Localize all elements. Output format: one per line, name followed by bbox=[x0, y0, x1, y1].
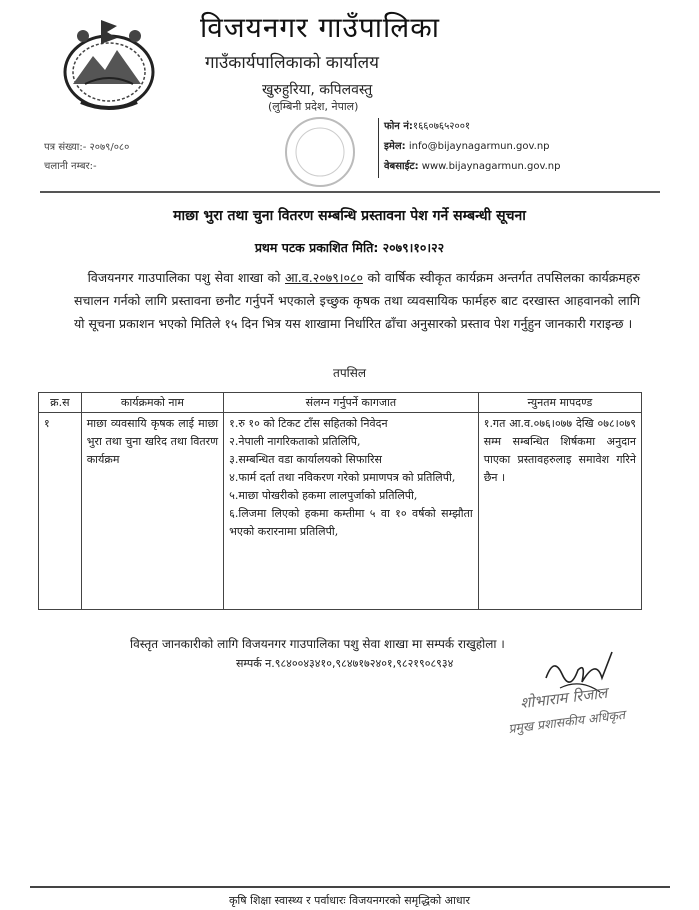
document-item: ३.सम्बन्धित वडा कार्यालयको सिफारिस bbox=[229, 453, 382, 466]
document-item: १.रु १० को टिकट टाँस सहितको निवेदन bbox=[229, 417, 388, 430]
office-stamp-icon bbox=[262, 112, 380, 192]
contact-email bbox=[384, 138, 550, 152]
cell-documents bbox=[224, 413, 479, 610]
contact-phone bbox=[384, 118, 470, 132]
office-place: खुरुहुरिया, कपिलवस्तु bbox=[262, 82, 373, 98]
cell-criteria: १.गत आ.व.०७६।०७७ देखि ०७८।०७९ सम्म सम्बन्धित शिर्षकमा अनुदान पाएका प्रस्तावहरुलाइ समावेश गरिने छैन । bbox=[478, 413, 641, 610]
signer-title: प्रमुख प्रशासकीय अधिकृत bbox=[507, 706, 626, 737]
reference-number bbox=[44, 139, 129, 153]
header-program: कार्यक्रमको नाम bbox=[81, 393, 223, 413]
office-name: विजयनगर गाउँपालिका bbox=[200, 11, 441, 44]
schedule-heading: तपसिल bbox=[332, 366, 366, 380]
header-divider bbox=[40, 191, 660, 193]
footer-slogan: कृषि शिक्षा स्वास्थ्य र पर्वाधारः विजयनगरको समृद्धिको आधार bbox=[228, 894, 471, 907]
document-item: ५.माछा पोखरीको हकमा लालपुर्जाको प्रतिलिपी, bbox=[229, 489, 418, 502]
office-subtitle: गाउँकार्यपालिकाको कार्यालय bbox=[205, 53, 380, 73]
ref-label: पत्र संख्या:- bbox=[44, 142, 87, 153]
contact-info-text: विस्तृत जानकारीको लागि विजयनगर गाउपालिका पशु सेवा शाखा मा सम्पर्क राखुहोला । bbox=[130, 637, 505, 651]
web-label: वेबसाईट: bbox=[384, 161, 419, 172]
dispatch-number: चलानी नम्बर:- bbox=[44, 161, 97, 172]
header-sn: क्र.स bbox=[39, 393, 82, 413]
signer-name: शोभाराम रिजाल bbox=[519, 683, 609, 713]
fiscal-year: आ.व.२०७९।०८० bbox=[285, 270, 363, 285]
notice-body bbox=[74, 266, 640, 335]
contact-phone-numbers: सम्पर्क न.९८४००४३४१०,९८४७१७२४०१,९८२१९०८९३४ bbox=[236, 657, 454, 670]
document-item: ६.लिजमा लिएको हकमा कम्तीमा ५ वा १० वर्षको सम्झौता भएको करारनामा प्रतिलिपी, bbox=[229, 507, 473, 538]
document-item: ४.फार्म दर्ता तथा नविकरण गरेको प्रमाणपत्र को प्रतिलिपी, bbox=[229, 471, 456, 484]
nepal-emblem-icon bbox=[55, 14, 163, 114]
office-province: (लुम्बिनी प्रदेश, नेपाल) bbox=[268, 100, 359, 113]
table-row bbox=[39, 413, 642, 610]
notice-title: माछा भुरा तथा चुना वितरण सम्बन्धि प्रस्तावना पेश गर्ने सम्बन्धी सूचना bbox=[173, 208, 526, 224]
cell-sn: १ bbox=[39, 413, 82, 610]
body-part-2: को वार्षिक स्वीकृत कार्यक्रम अन्तर्गत तपसिलका कार्यक्रमहरु सचालन गर्नको लागि प्रस्तावना छनौट गर्नुपर्ने भएकाले इच्छुक कृषक तथा व्यवसायिक फार्महरु बाट दरखास्त आहवानको लागि यो सूचना प्रकाशन भएको मितिले १५ दिन भित्र यस शाखामा निर्धारित ढाँचा अनुसारको प्रस्ताव पेश गर्नुहुन जानकारी गराइन्छ । bbox=[74, 270, 640, 331]
contact-website bbox=[384, 158, 560, 172]
email-label: इमेल: bbox=[384, 141, 406, 152]
document-item: २.नेपाली नागरिकताको प्रतिलिपि, bbox=[229, 435, 361, 448]
phone-value: १६६०७६५२००१ bbox=[412, 121, 471, 132]
contact-divider bbox=[378, 118, 379, 178]
header-criteria: न्युनतम मापदण्ड bbox=[478, 393, 641, 413]
ref-value: २०७९/०८० bbox=[89, 142, 130, 153]
footer-divider bbox=[30, 886, 670, 888]
schedule-table bbox=[38, 392, 642, 610]
cell-program: माछा व्यवसायि कृषक लाई माछा भुरा तथा चुना खरिद तथा वितरण कार्यक्रम bbox=[81, 413, 223, 610]
email-value[interactable]: info@bijaynagarmun.gov.np bbox=[408, 141, 550, 152]
header-documents: संलग्न गर्नुपर्ने कागजात bbox=[224, 393, 479, 413]
phone-label: फोन नं: bbox=[384, 121, 413, 132]
table-header-row bbox=[39, 393, 642, 413]
web-value[interactable]: www.bijaynagarmun.gov.np bbox=[421, 161, 561, 172]
body-part-1: विजयनगर गाउपालिका पशु सेवा शाखा को bbox=[87, 270, 286, 285]
published-date: प्रथम पटक प्रकाशित मिति: २०७९।१०।२२ bbox=[254, 240, 445, 255]
